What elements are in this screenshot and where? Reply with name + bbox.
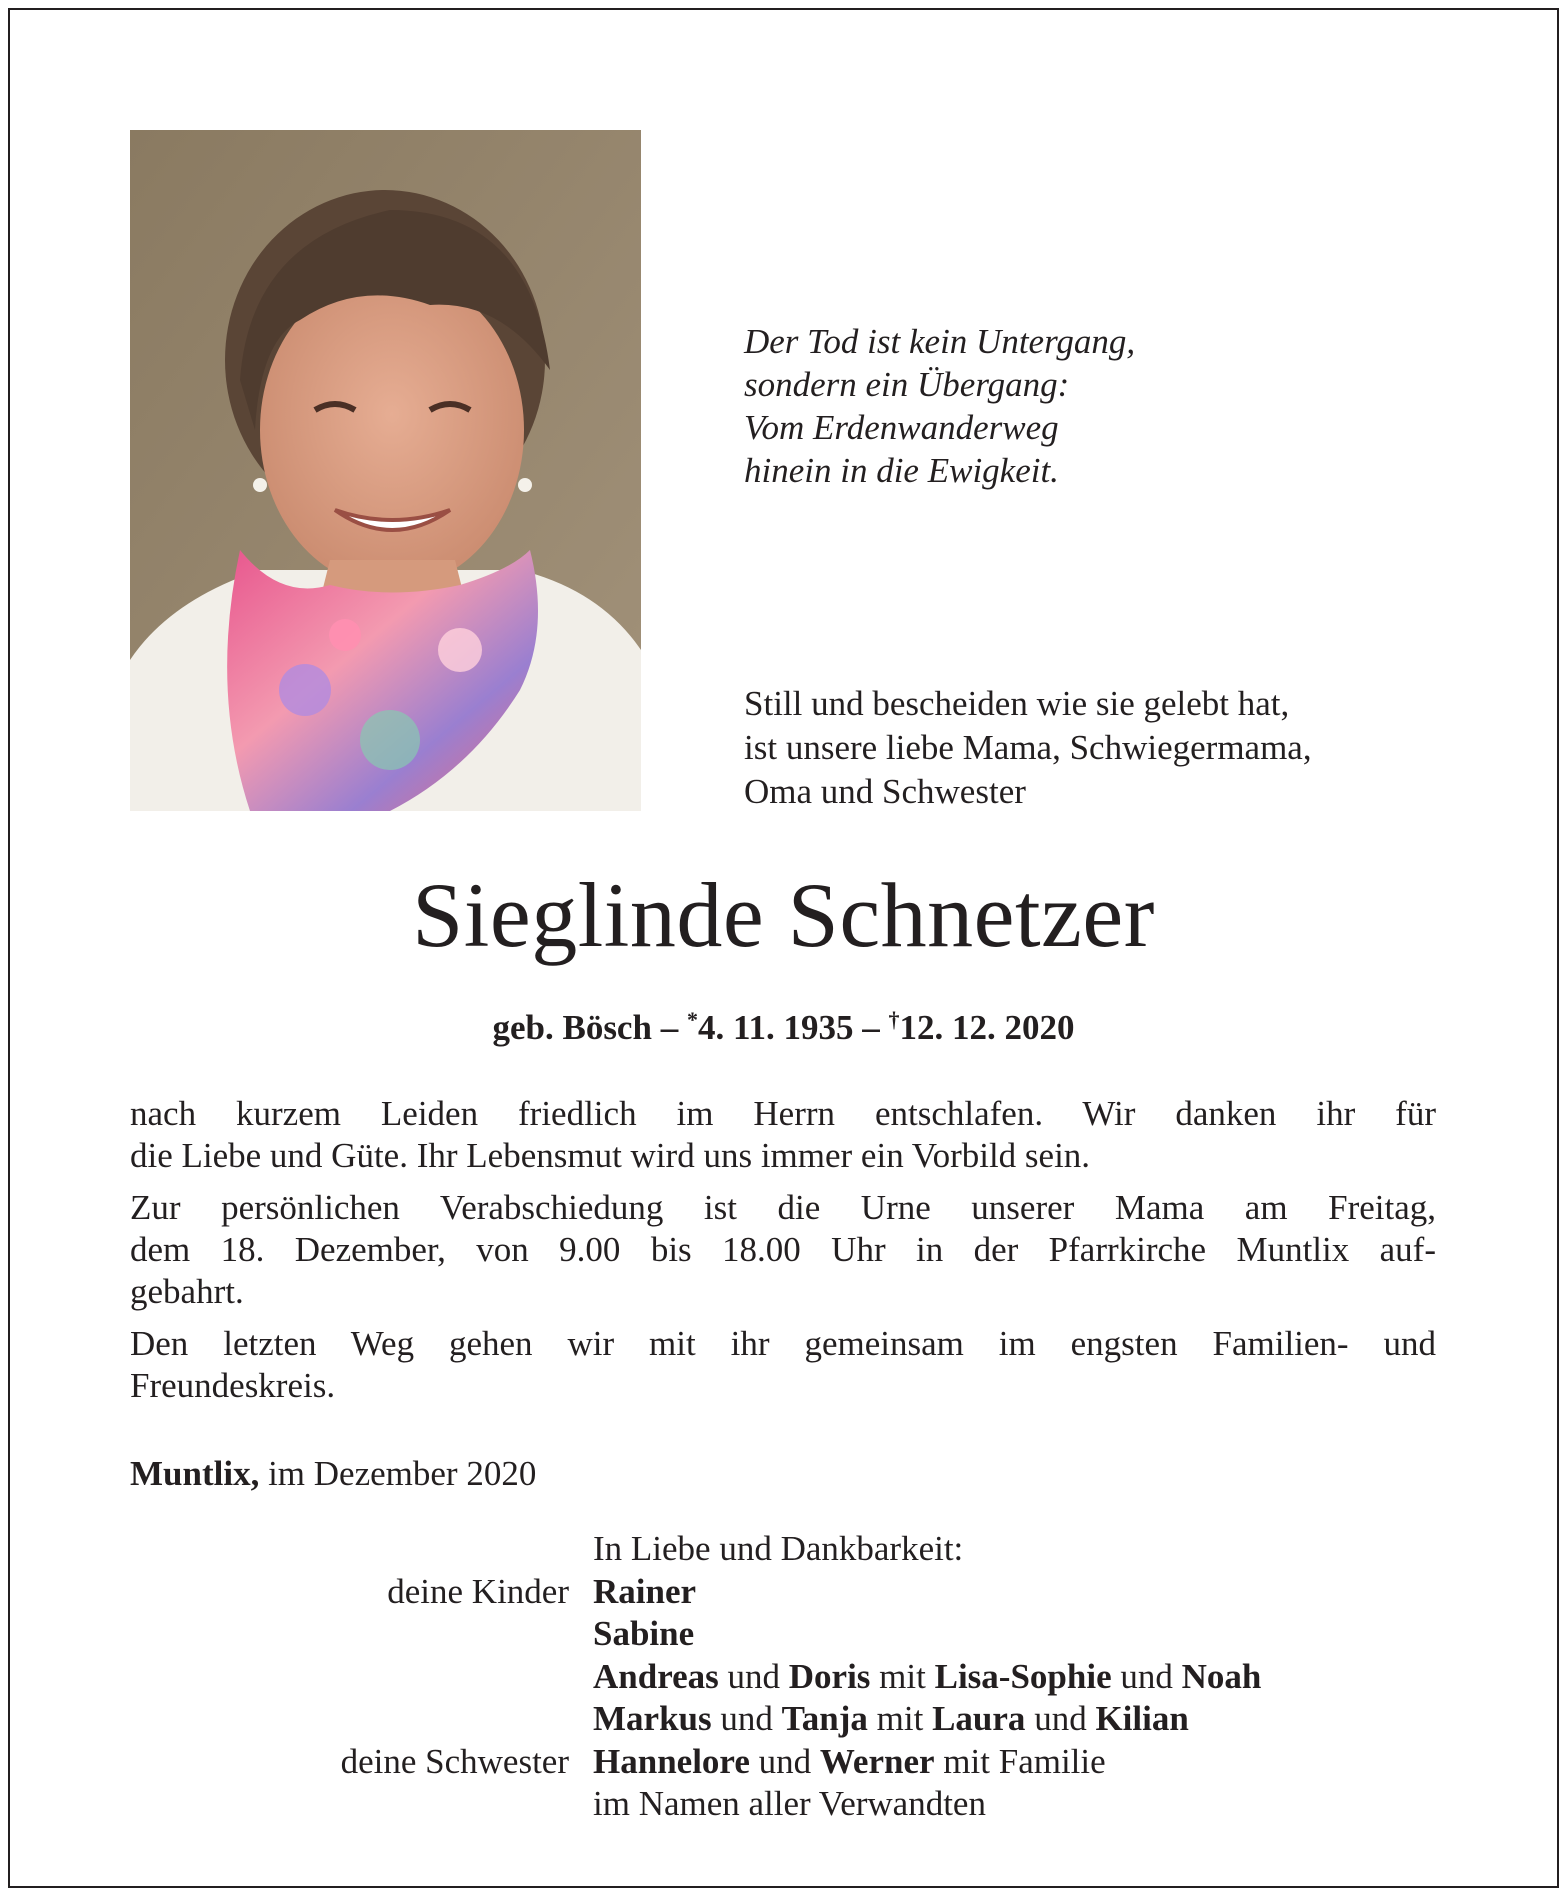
death-date: 12. 12. 2020 [899,1008,1075,1047]
birth-star-icon: * [686,1007,698,1032]
conjunction: und [1120,1656,1173,1696]
deceased-name: Sieglinde Schnetzer [412,864,1155,966]
intro-line: ist unsere liebe Mama, Schwiegermama, [744,728,1312,767]
grandchild-name: Noah [1181,1656,1262,1696]
grandchild-name: Laura [932,1699,1026,1738]
poem-line: hinein in die Ewigkeit. [744,451,1059,490]
signature-row [0,1528,1567,1571]
family-word: Familie [998,1741,1106,1781]
conjunction: mit [943,1741,990,1781]
signature-row [0,1656,1567,1699]
intro-text [744,682,1444,814]
death-cross-icon: † [888,1007,900,1032]
poem-line: sondern ein Übergang: [744,365,1070,404]
sister-name: Hannelore [593,1741,750,1781]
maiden-name: geb. Bösch [492,1008,652,1047]
signature-names [593,1656,1261,1699]
place-date: im Dezember 2020 [268,1454,537,1493]
child-name: Sabine [593,1614,695,1653]
body-line: gebahrt. [130,1272,244,1311]
signature-heading: In Liebe und Dankbarkeit: [593,1529,964,1568]
signature-names [593,1698,1189,1741]
signature-closing: im Namen aller Verwandten [593,1784,986,1823]
signature-row [0,1741,1567,1784]
poem-verse [744,320,1444,492]
intro-line: Oma und Schwester [744,772,1026,811]
birth-date: 4. 11. 1935 [697,1008,854,1047]
poem-line: Vom Erdenwanderweg [744,408,1059,447]
body-line: dem 18. Dezember, von 9.00 bis 18.00 Uhr in der Pfarrkirche Muntlix auf- [130,1230,1436,1269]
dash-separator: – [660,1008,679,1047]
conjunction: und [727,1656,781,1696]
life-dates [0,998,1567,1050]
partner-name: Doris [788,1656,871,1696]
body-line: die Liebe und Güte. Ihr Lebensmut wird uns immer ein Vorbild sein. [130,1136,1091,1175]
signature-row [0,1613,1567,1656]
signature-names [593,1741,1106,1784]
place-town: Muntlix, [130,1454,260,1493]
signature-names [593,1613,694,1656]
body-paragraph [130,1093,1436,1177]
child-name: Rainer [593,1571,697,1611]
portrait-illustration [130,130,641,811]
portrait-photo [130,130,641,811]
grandchild-name: Kilian [1095,1699,1189,1738]
body-line: nach kurzem Leiden friedlich im Herrn entschlafen. Wir danken ihr für [130,1094,1436,1133]
conjunction: und [758,1741,812,1781]
body-line: Den letzten Weg gehen wir mit ihr gemeinsam im engsten Familien- und [130,1324,1436,1363]
partner-name: Werner [819,1741,935,1781]
signature-row [0,1698,1567,1741]
signature-names [593,1571,696,1614]
body-line: Zur persönlichen Verabschiedung ist die Urne unserer Mama am Freitag, [130,1188,1436,1227]
signature-row [0,1571,1567,1614]
conjunction: und [1034,1699,1087,1738]
child-name: Markus [593,1699,712,1738]
intro-line: Still und bescheiden wie sie gelebt hat, [744,684,1290,723]
conjunction: und [720,1699,773,1738]
announcement-body [130,1093,1436,1417]
place-and-date [130,1452,536,1496]
child-name: Andreas [593,1656,719,1696]
conjunction: mit [879,1656,926,1696]
signature-row [0,1783,1567,1826]
children-label: deine Kinder [387,1571,569,1611]
poem-line: Der Tod ist kein Untergang, [744,322,1136,361]
dash-separator: – [862,1008,880,1047]
sister-label: deine Schwester [340,1741,569,1781]
signature-block [0,1528,1567,1826]
body-paragraph [130,1187,1436,1313]
conjunction: mit [876,1699,924,1738]
body-paragraph [130,1323,1436,1407]
body-line: Freundeskreis. [130,1366,336,1405]
partner-name: Tanja [781,1699,868,1738]
grandchild-name: Lisa-Sophie [934,1656,1112,1696]
